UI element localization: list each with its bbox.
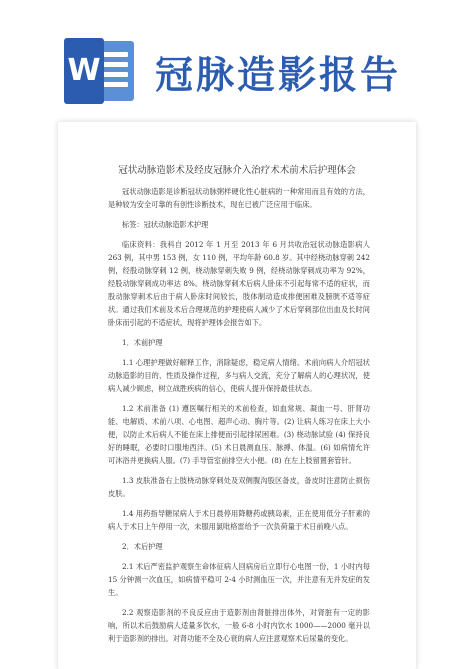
document-body (108, 185, 370, 652)
paragraph-preop-prep: 1.2 术前准备 (1) 遵医嘱行相关的术前检查，如血常规、凝血一号、肝肾功能、电解质、术前八项、心电图、超声心动、胸片等。(2) 让病人练习在床上大小便，以防止术后病人不能在床上排便而引起排尿困难。(3) 桡动脉试验 (4) 保持良好的睡眠，必要时口服地西泮。(5) 术日晨测血压、脉搏、体温。(6) 如病情允许可沐浴并更换病人服。(7) 手导管室前排空大小便。(8) 在左上肢留置套管针。 (108, 404, 370, 465)
paragraph-contrast-reaction: 2.2 观察造影剂的不良反应由于造影剂由肾脏排出体外，对肾脏有一定的影响，所以术后鼓励病人适量多饮水，一般 6-8 小时内饮水 1000——2000 毫升以利于造影剂的排出。对肾功能不全及心衰的病人应注意观察术后尿量的变化。 (108, 608, 370, 643)
paragraph-psych-care: 1.1 心理护理做好解释工作，消除疑虑，稳定病人情绪。术前向病人介绍冠状动脉造影的目的、性质及操作过程，多与病人交流，充分了解病人的心理状况，使病人减少顾虑，树立战胜疾病的信心，使病人提升保持最佳状态。 (108, 358, 370, 393)
header (0, 0, 474, 118)
document-title: 冠状动脉造影术及经皮冠脉介入治疗术术前术后护理体会 (118, 165, 356, 176)
document-page (58, 122, 416, 669)
paragraph-vital-signs: 2.1 术后严密监护观察生命体征病人回病房后立即行心电图一份，1 小时内每 15 分钟测一次血压，如病情平稳可 2-4 小时测血压一次，并注意有无并发症的发生。 (108, 562, 370, 597)
paragraph-clinical-data: 临床资料：我科自 2012 年 1 月至 2013 年 6 月共收治冠状动脉造影病人 263 例，其中男 153 例，女 110 例，平均年龄 60.8 岁。其中经桡动脉穿刺 242 例，经股动脉穿刺 12 例，桡动脉穿刺失败 9 例，经桡动脉穿刺成功率为 92%，经股动脉穿刺成功率达 8%。桡动脉穿刺术后病人卧床不引起每常不适的症状，而股动脉穿刺术后由于病人卧床时间较长，肢体制动造成排便困难及膀胱不适等症状。通过我们术前及术后合理规范的护理使病人减少了术后穿刺部位出血及长时间卧床而引起的不适症状，现将护理体会报告如下。 (108, 240, 370, 327)
section-heading-preop: 1．术前护理 (122, 338, 163, 347)
word-icon-lines (100, 52, 128, 92)
word-icon (64, 38, 136, 104)
page-title: 冠脉造影报告 (155, 53, 402, 97)
word-icon-badge: W (64, 38, 104, 104)
paragraph-tags: 标签：冠状动脉造影术护理 (122, 220, 209, 229)
paragraph-skin-prep: 1.3 皮肤准备右上肢桡动脉穿刺处及双侧腹沟股区备皮，备皮时注意防止损伤皮肤。 (108, 476, 370, 498)
section-heading-postop: 2．术后护理 (122, 542, 163, 551)
paragraph-intro: 冠状动脉造影是诊断冠状动脉粥样硬化性心脏病的一种常用而且有效的方法，是种较为安全可靠的有创性诊断技术，现在已被广泛应用于临床。 (108, 187, 370, 209)
paragraph-medication: 1.4 用药指导糖尿病人于术日晨停用降糖药或胰岛素，正在使用低分子肝素的病人于术日上午停用一次，未服用氯吡格雷给予一次负荷量于术日前晚八点。 (108, 509, 370, 531)
